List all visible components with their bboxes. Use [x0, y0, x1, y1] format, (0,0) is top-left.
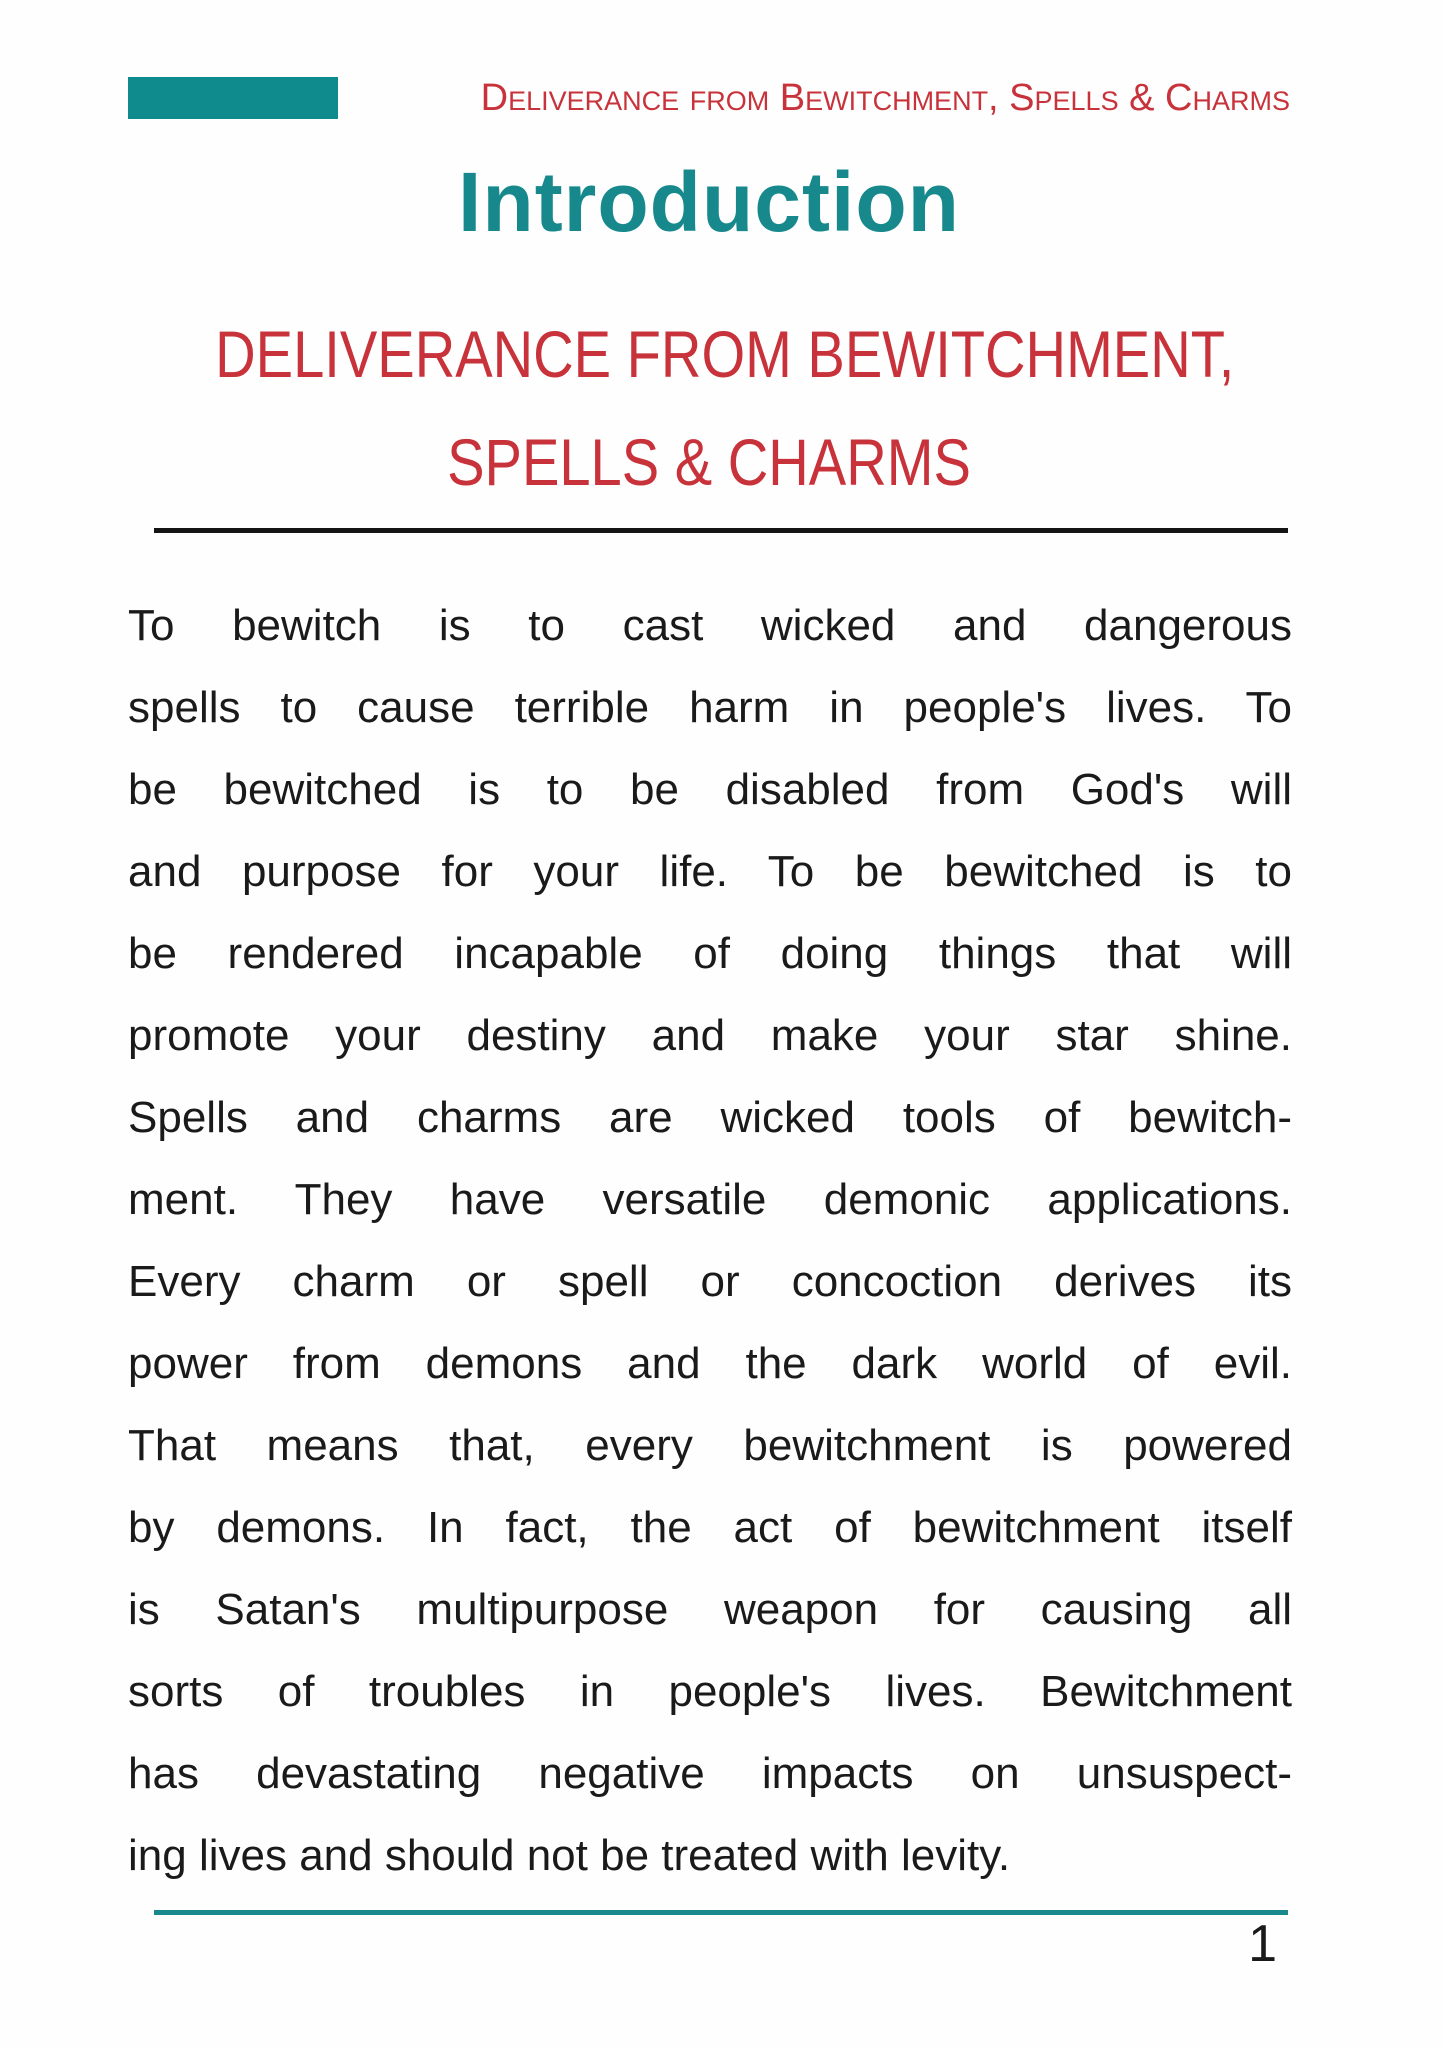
body-line: sorts of troubles in people's lives. Bewitchment: [128, 1667, 1292, 1716]
body-line: promote your destiny and make your star shine.: [128, 1011, 1292, 1060]
body-line: Spells and charms are wicked tools of bewitch-: [128, 1093, 1292, 1142]
body-line: by demons. In fact, the act of bewitchment itself: [128, 1503, 1292, 1552]
chapter-title: Introduction: [458, 155, 960, 249]
body-line: Every charm or spell or concoction derives its: [128, 1257, 1292, 1306]
body-line: be bewitched is to be disabled from God's will: [128, 765, 1292, 814]
body-line: power from demons and the dark world of evil.: [128, 1339, 1292, 1388]
page-header: [128, 77, 1290, 119]
footer-divider-rule: [154, 1910, 1288, 1915]
body-line: ing lives and should not be treated with levity.: [128, 1831, 1011, 1880]
body-paragraph: [128, 585, 1292, 1897]
header-accent-bar: [128, 77, 338, 119]
body-line: ment. They have versatile demonic applications.: [128, 1175, 1292, 1224]
body-line: spells to cause terrible harm in people's lives. To: [128, 683, 1292, 732]
running-head: Deliverance from Bewitchment, Spells & Charms: [480, 77, 1290, 119]
body-line: is Satan's multipurpose weapon for causing all: [128, 1585, 1292, 1634]
section-heading: [128, 300, 1290, 516]
body-line: and purpose for your life. To be bewitched is to: [128, 847, 1292, 896]
body-line: has devastating negative impacts on unsuspect-: [128, 1749, 1292, 1798]
heading-divider-rule: [154, 528, 1288, 533]
section-heading-line-2: SPELLS & CHARMS: [447, 425, 971, 499]
section-heading-line-1: DELIVERANCE FROM BEWITCHMENT,: [215, 317, 1235, 391]
body-line: To bewitch is to cast wicked and dangerous: [128, 601, 1292, 650]
page-number: 1: [1248, 1915, 1277, 1973]
body-line: be rendered incapable of doing things that will: [128, 929, 1292, 978]
body-line: That means that, every bewitchment is powered: [128, 1421, 1292, 1470]
